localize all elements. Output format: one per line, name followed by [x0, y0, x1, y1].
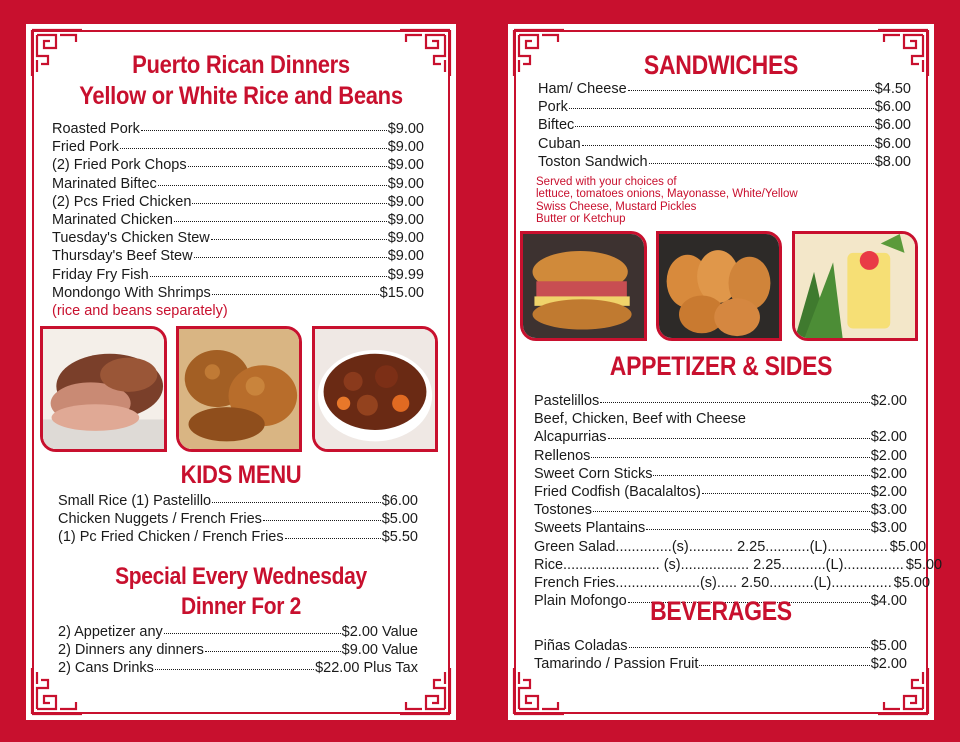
menu-item-name: Sweets Plantains	[534, 520, 646, 537]
menu-item	[534, 655, 907, 673]
menu-item-price: $4.00	[870, 593, 907, 610]
menu-item-name: 2) Cans Drinks	[58, 660, 154, 677]
menu-item	[58, 623, 418, 641]
menu-item-price: $9.00	[387, 193, 424, 210]
dot-leader	[211, 230, 387, 242]
dot-leader	[569, 99, 874, 111]
menu-item-price: $6.00	[874, 135, 911, 152]
menu-item-price: $22.00 Plus Tax	[315, 660, 418, 677]
dinners-heading: Puerto Rican Dinners	[132, 50, 350, 79]
menu-item-price: $9.00	[387, 248, 424, 265]
dot-leader	[702, 484, 870, 496]
note-line: Swiss Cheese, Mustard Pickles	[536, 200, 697, 213]
menu-item	[538, 80, 911, 98]
menu-item	[534, 556, 943, 574]
menu-item-name: Roasted Pork	[52, 121, 140, 137]
menu-item-name: Mondongo With Shrimps	[52, 284, 211, 301]
dot-leader	[699, 656, 869, 668]
dot-leader	[285, 529, 381, 541]
dinners-note: (rice and beans separately)	[52, 303, 228, 319]
sandwiches-list	[538, 80, 911, 171]
menu-item-price: $5.00	[870, 638, 907, 654]
menu-item-price: $4.50	[874, 81, 911, 97]
menu-item	[52, 266, 424, 284]
menu-item-name: Toston Sandwich	[538, 153, 648, 170]
menu-item	[534, 538, 927, 556]
menu-item-price: $9.00 Value	[341, 642, 418, 659]
fried-chicken-photo	[176, 326, 302, 452]
menu-item	[534, 519, 907, 537]
menu-item-name: Tostones	[534, 502, 593, 519]
menu-item-price: $15.00	[379, 284, 424, 301]
dot-leader	[150, 267, 387, 279]
menu-item-price: $8.00	[874, 153, 911, 170]
menu-item-name: French Fries.....................(s)..... 2.50...........(L)...............	[534, 575, 892, 592]
menu-item-name: 2) Dinners any dinners	[58, 642, 204, 659]
appetizer-list	[534, 392, 943, 610]
menu-item-price: $5.00	[381, 511, 418, 528]
menu-item	[58, 492, 418, 510]
left-menu-page	[26, 24, 456, 720]
menu-item	[58, 641, 418, 659]
menu-item-price: $2.00	[870, 484, 907, 501]
menu-item-name: Green Salad..............(s)........... 2.25...........(L)...............	[534, 538, 888, 555]
menu-item	[534, 501, 907, 519]
special-list	[58, 623, 418, 678]
dot-leader	[608, 429, 870, 441]
menu-item-price: $5.00	[893, 575, 931, 592]
menu-item-price: $5.50	[381, 529, 418, 546]
kids-menu-list	[58, 492, 418, 547]
menu-item	[58, 528, 418, 546]
menu-item-price: $5.00	[889, 538, 927, 555]
menu-item-name: Piñas Coladas	[534, 638, 628, 654]
menu-item	[52, 156, 424, 174]
menu-item-name: Pork	[538, 99, 568, 116]
roasted-pork-photo	[40, 326, 167, 452]
menu-item	[538, 116, 911, 134]
menu-item	[534, 465, 907, 483]
menu-item	[538, 98, 911, 116]
menu-item	[52, 120, 424, 138]
menu-item-name: Plain Mofongo	[534, 593, 627, 610]
menu-item-name: Small Rice (1) Pastelillo	[58, 493, 212, 509]
dot-leader	[174, 212, 387, 224]
special-subheading: Dinner For 2	[180, 593, 302, 620]
pina-colada-photo	[792, 231, 918, 341]
menu-item-price: $9.00	[387, 157, 424, 174]
menu-item-name: Ham/ Cheese	[538, 81, 627, 97]
dot-leader	[649, 154, 874, 166]
menu-item-price: $2.00	[870, 465, 907, 482]
dot-leader	[188, 157, 387, 169]
menu-item-name: Sweet Corn Sticks	[534, 465, 653, 482]
menu-item-price: $2.00	[870, 656, 907, 673]
menu-item-name: Marinated Biftec	[52, 175, 157, 192]
menu-item	[534, 447, 907, 465]
menu-item-name: Alcapurrias	[534, 429, 607, 446]
pastelillos-photo	[656, 231, 782, 341]
menu-item	[58, 510, 418, 528]
menu-item-price: $3.00	[870, 502, 907, 519]
dot-leader	[646, 520, 869, 532]
dot-leader	[141, 121, 387, 133]
beverages-list	[534, 637, 907, 673]
note-line: lettuce, tomatoes onions, Mayonasse, White/Yellow	[536, 188, 798, 201]
menu-item	[52, 229, 424, 247]
menu-item-price: $2.00	[870, 447, 907, 464]
menu-item-price: $9.00	[387, 212, 424, 229]
dot-leader	[263, 511, 381, 523]
menu-item-name: (2) Pcs Fried Chicken	[52, 193, 192, 210]
dot-leader	[194, 248, 387, 260]
menu-item	[534, 637, 907, 655]
menu-item	[52, 211, 424, 229]
menu-item-name: Fried Codfish (Bacalaltos)	[534, 484, 701, 501]
dot-leader	[155, 660, 314, 672]
menu-item-price: $2.00	[870, 429, 907, 446]
menu-item-name: (1) Pc Fried Chicken / French Fries	[58, 529, 284, 546]
sandwich-photo	[520, 231, 647, 341]
menu-item-price: $9.00	[387, 121, 424, 137]
dot-leader	[593, 502, 870, 514]
menu-item	[534, 483, 907, 501]
menu-item-price: $9.99	[387, 266, 424, 283]
menu-item-name: Friday Fry Fish	[52, 266, 149, 283]
menu-item	[52, 193, 424, 211]
menu-item-price: $9.00	[387, 139, 424, 156]
menu-item-name: Biftec	[538, 117, 575, 134]
menu-item	[538, 135, 911, 153]
note-line: Butter or Ketchup	[536, 213, 626, 226]
menu-item-price: $2.00 Value	[341, 624, 418, 640]
menu-item-price: $6.00	[874, 99, 911, 116]
menu-item-price: $3.00	[870, 520, 907, 537]
menu-item	[534, 574, 931, 592]
menu-item-name: Rellenos	[534, 447, 591, 464]
dot-leader	[582, 136, 874, 148]
menu-item-price: $5.00	[905, 556, 943, 573]
menu-item-name: Cuban	[538, 135, 581, 152]
menu-item	[52, 175, 424, 193]
dot-leader	[120, 139, 387, 151]
sandwich-options-note	[536, 176, 906, 226]
kids-menu-heading: KIDS MENU	[180, 460, 302, 489]
menu-item	[52, 138, 424, 156]
menu-item-price: $6.00	[874, 117, 911, 134]
menu-item-name: Rice........................ (s)................. 2.25...........(L)...............	[534, 556, 904, 573]
appetizer-heading: APPETIZER & SIDES	[609, 350, 833, 381]
dinners-subheading: Yellow or White Rice and Beans	[79, 81, 403, 110]
beef-stew-photo	[312, 326, 438, 452]
menu-item-price: $9.00	[387, 230, 424, 247]
dot-leader	[205, 642, 341, 654]
menu-item	[52, 284, 424, 302]
dot-leader	[575, 117, 873, 129]
dot-leader	[600, 393, 869, 405]
menu-item-name: Pastelillos	[534, 393, 600, 409]
menu-item-name: Marinated Chicken	[52, 212, 173, 229]
menu-item-price: $2.00	[870, 393, 907, 409]
menu-item	[58, 659, 418, 677]
menu-item-name: Fried Pork	[52, 139, 119, 156]
dot-leader	[628, 81, 874, 93]
special-heading: Special Every Wednesday	[115, 563, 367, 590]
sandwiches-heading: SANDWICHES	[643, 49, 799, 80]
dot-leader	[192, 194, 386, 206]
dot-leader	[653, 466, 869, 478]
dot-leader	[212, 285, 379, 297]
dot-leader	[212, 493, 381, 505]
menu-item	[534, 428, 907, 446]
dot-leader	[591, 448, 869, 460]
dot-leader	[629, 638, 870, 650]
menu-item	[534, 392, 907, 410]
menu-item	[52, 247, 424, 265]
right-menu-page	[508, 24, 943, 720]
menu-item	[534, 410, 907, 428]
menu-item-name: 2) Appetizer any	[58, 624, 163, 640]
dot-leader	[164, 624, 341, 636]
menu-item-name: (2) Fried Pork Chops	[52, 157, 187, 174]
note-line: Served with your choices of	[536, 176, 677, 188]
menu-item-name: Tuesday's Chicken Stew	[52, 230, 210, 247]
beverages-heading: BEVERAGES	[650, 595, 792, 626]
menu-item-price: $9.00	[387, 175, 424, 192]
dinners-list	[52, 120, 424, 302]
menu-item-name: Tamarindo / Passion Fruit	[534, 656, 699, 673]
menu-item-price: $6.00	[381, 493, 418, 509]
menu-item-name: Beef, Chicken, Beef with Cheese	[534, 411, 746, 428]
menu-item-name: Thursday's Beef Stew	[52, 248, 193, 265]
menu-item	[538, 153, 911, 171]
dot-leader	[158, 176, 387, 188]
menu-item-name: Chicken Nuggets / French Fries	[58, 511, 262, 528]
